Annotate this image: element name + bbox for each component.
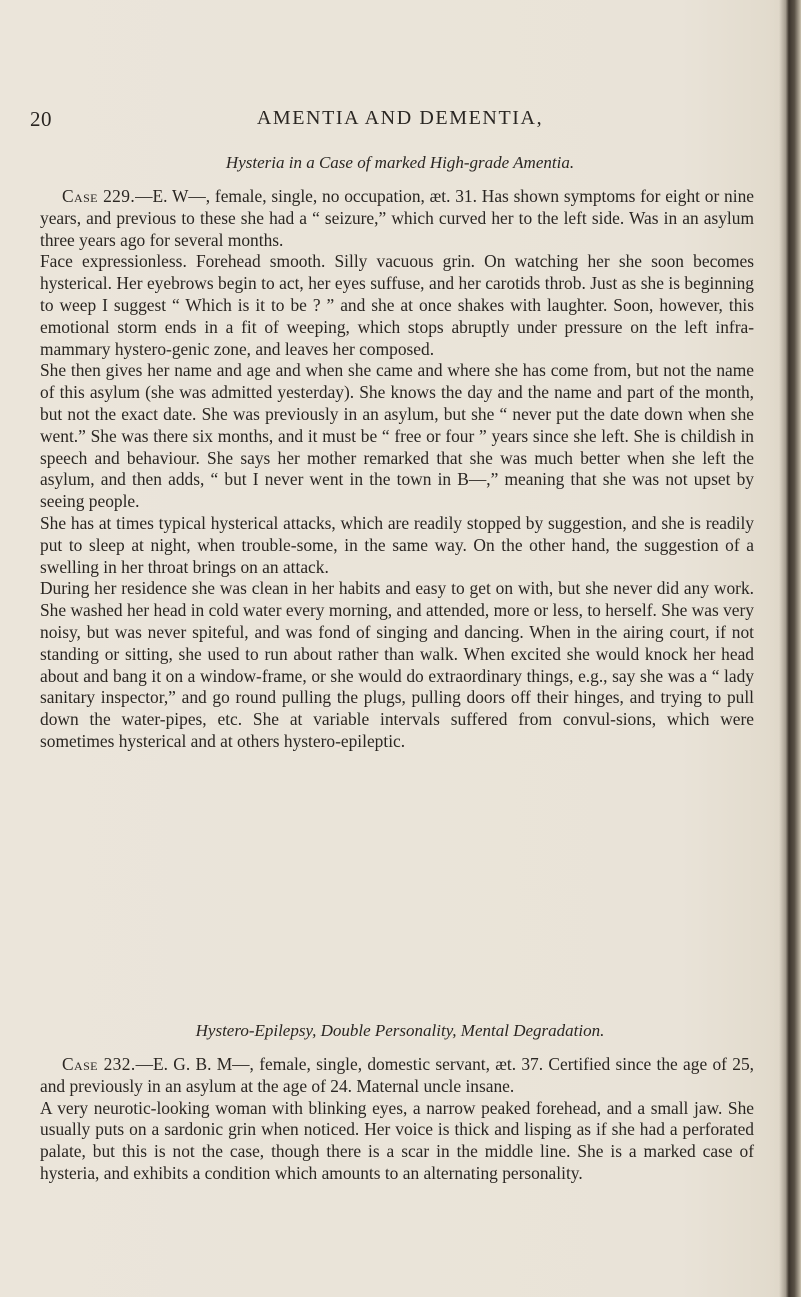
paragraph: She has at times typical hysterical attacks, which are readily stopped by suggestion, and she is readily put to sleep at night, when trouble-some, in the same way. On the other hand, the suggestion of a swelling in her throat brings on an attack. <box>40 512 754 577</box>
running-head: AMENTIA AND DEMENTIA, <box>256 107 544 129</box>
paragraph <box>40 1054 754 1098</box>
paragraph: She then gives her name and age and when she came and where she has come from, but not the name of this asylum (she was admitted yesterday). She knows the day and the name and part of the month, but not the exact date. She was previously in an asylum, but she “ never put the date down when she went.” She was there six months, and it must be “ free or four ” years since she left. She is childish in speech and behaviour. She says her mother remarked that she was much better when she left the asylum, and then adds, “ but I never went in the town in B—,” meaning that she was not upset by seeing people. <box>40 360 754 512</box>
paragraph: A very neurotic-looking woman with blinking eyes, a narrow peaked forehead, and a small jaw. She usually puts on a sardonic grin when noticed. Her voice is thick and lisping as if she had a perforated palate, but this is not the case, though there is a scar in the middle line. She is a marked case of hysteria, and exhibits a condition which amounts to an alternating personality. <box>40 1097 754 1183</box>
case-232-text <box>40 1054 754 1185</box>
paragraph: Face expressionless. Forehead smooth. Silly vacuous grin. On watching her she soon becomes hysterical. Her eyebrows begin to act, her eyes suffuse, and her carotids throb. Just as she is beginning to weep I suggest “ Which is it to be ? ” and she at once shakes with laughter. Soon, however, this emotional storm ends in a fit of weeping, which stops abruptly under pressure on the left infra-mammary hystero-genic zone, and leaves her composed. <box>40 251 754 359</box>
case-label: Case 232. <box>62 1054 136 1074</box>
paragraph-text: —E. G. B. M—, female, single, domestic servant, æt. 37. Certified since the age of 25, and previously in an asylum at the age of 24. Maternal uncle insane. <box>40 1054 754 1096</box>
paragraph-text: —E. W—, female, single, no occupation, æt. 31. Has shown symptoms for eight or nine years, and previous to these she had a “ seizure,” which curved her to the left side. Was in an asylum three years ago for several months. <box>40 186 754 250</box>
case-229-text <box>40 186 754 753</box>
section-title-hystero-epilepsy: Hystero-Epilepsy, Double Personality, Mental Degradation. <box>195 1021 605 1040</box>
page-number: 20 <box>30 107 52 131</box>
page-header <box>30 107 770 133</box>
page-edge-shadow <box>779 0 801 1297</box>
paragraph <box>40 186 754 251</box>
section-title-hysteria: Hysteria in a Case of marked High-grade Amentia. <box>225 153 575 172</box>
paragraph: During her residence she was clean in her habits and easy to get on with, but she never did any work. She washed her head in cold water every morning, and attended, more or less, to herself. She was very noisy, but was never spiteful, and was fond of singing and dancing. When in the airing court, if not standing or sitting, she used to run about rather than walk. When excited she would knock her head about and bang it on a window-frame, or she would do extraordinary things, e.g., say she was a “ lady sanitary inspector,” and go round pulling the plugs, pulling doors off their hinges, and trying to pull down the water-pipes, etc. She at variable intervals suffered from convul-sions, which were sometimes hysterical and at others hystero-epileptic. <box>40 578 754 751</box>
case-label: Case 229. <box>62 186 136 206</box>
